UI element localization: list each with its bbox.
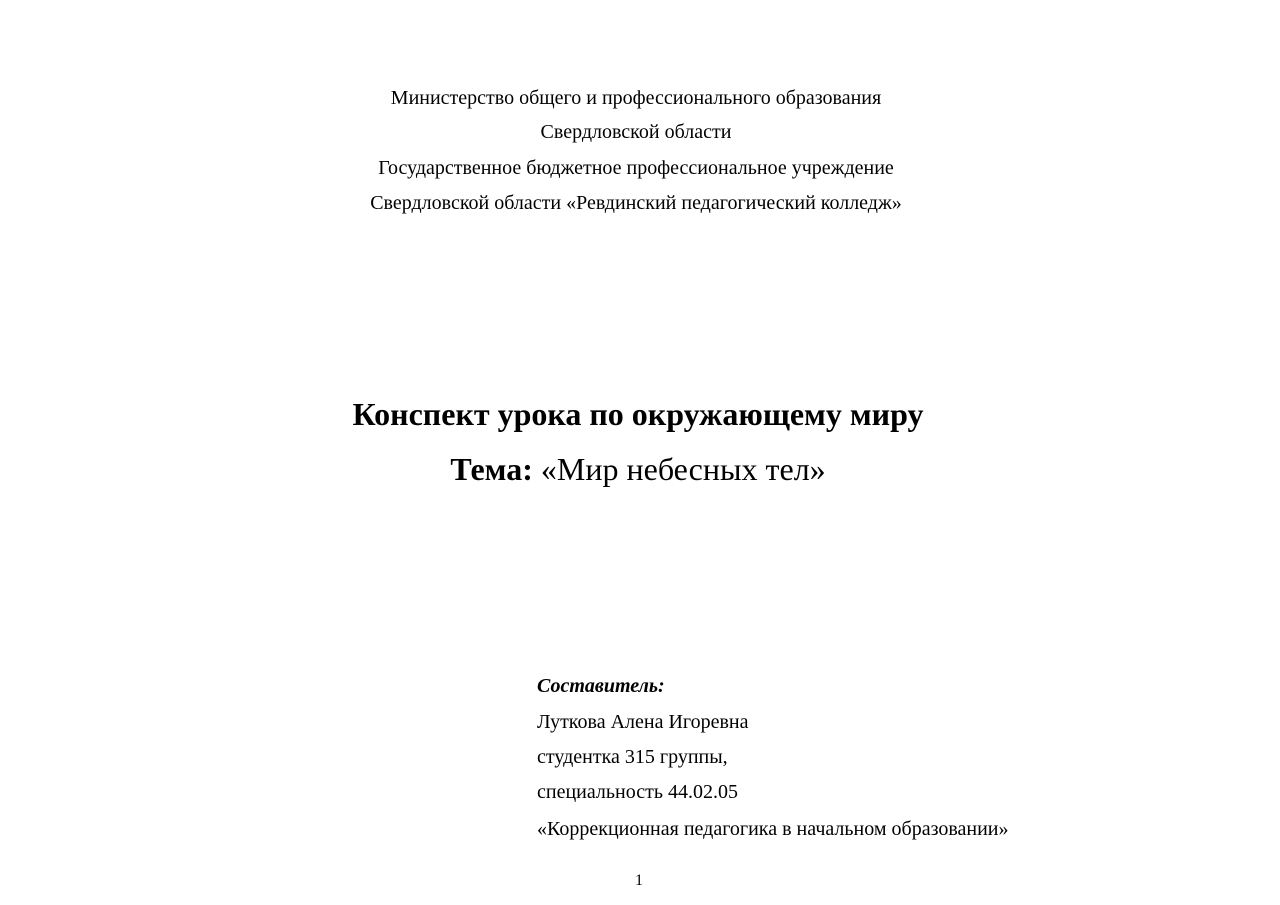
ministry-line-2: Свердловской области (540, 121, 732, 143)
page-number: 1 (635, 872, 643, 889)
author-name: Луткова Алена Игоревна (537, 711, 749, 733)
author-group: студентка 315 группы, (537, 746, 728, 768)
author-specialty: специальность 44.02.05 (537, 781, 738, 803)
topic-line (0, 450, 1276, 488)
author-heading: Составитель: (537, 675, 665, 697)
ministry-line-1: Министерство общего и профессионального образования (390, 87, 882, 109)
topic-value: «Мир небесных тел» (540, 451, 826, 487)
topic-label: Тема: (450, 451, 533, 487)
institution-line-2: Свердловской области «Ревдинский педагогический колледж» (370, 192, 902, 214)
document-title: Конспект урока по окружающему миру (352, 396, 924, 432)
institution-line-1: Государственное бюджетное профессиональное учреждение (378, 157, 894, 179)
author-specialty-name: «Коррекционная педагогика в начальном образовании» (537, 818, 1009, 840)
